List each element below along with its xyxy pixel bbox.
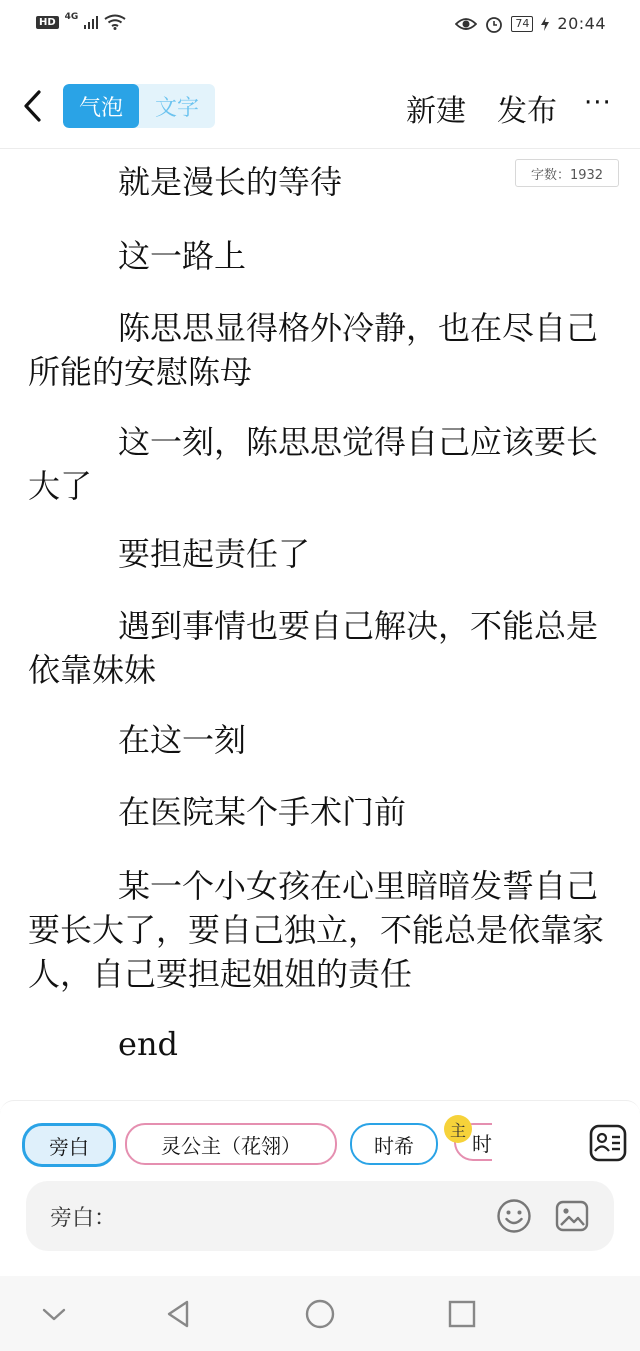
signal-icon — [84, 15, 98, 29]
back-arrow-icon[interactable] — [18, 86, 48, 126]
system-nav-bar — [0, 1276, 640, 1351]
wifi-icon — [104, 14, 126, 30]
header-divider — [0, 148, 640, 149]
new-button[interactable]: 新建 — [406, 94, 466, 129]
message-input[interactable] — [130, 1199, 474, 1235]
role-chip-shixi[interactable]: 时希 — [350, 1123, 438, 1165]
chevron-down-icon[interactable] — [38, 1298, 70, 1330]
more-button[interactable]: ··· — [584, 88, 612, 118]
publish-button[interactable]: 发布 — [497, 94, 557, 129]
network-type: 4G — [64, 12, 79, 22]
role-chip-partial[interactable]: 时 — [454, 1123, 492, 1161]
alarm-icon — [485, 15, 503, 33]
eye-icon — [455, 16, 477, 32]
nav-back-icon[interactable] — [162, 1298, 194, 1330]
role-chip-lingongzhu[interactable]: 灵公主（花翎） — [125, 1123, 337, 1165]
paragraph-10: end — [118, 1025, 179, 1063]
paragraph-8: 在医院某个手术门前 — [118, 793, 407, 831]
paragraph-5: 要担起责任了 — [118, 535, 311, 573]
status-right — [455, 14, 606, 33]
paragraph-1: 就是漫长的等待 — [118, 163, 343, 201]
tab-text[interactable]: 文字 — [154, 95, 199, 121]
hd-badge: HD — [36, 16, 59, 29]
paragraph-2: 这一路上 — [118, 237, 247, 275]
battery-icon: 74 — [511, 16, 533, 32]
paragraph-7: 在这一刻 — [118, 721, 247, 759]
paragraph-3: 陈思思显得格外冷静，也在尽自己所能的安慰陈母 — [28, 309, 599, 391]
paragraph-9: 某一个小女孩在心里暗暗发誓自己要长大了，要自己独立，不能总是依靠家人，自己要担起姐姐的责任 — [28, 867, 605, 993]
mode-switch — [63, 84, 215, 128]
nav-recents-icon[interactable] — [446, 1298, 478, 1330]
word-count-badge: 字数：1932 — [515, 159, 619, 187]
message-input-box — [26, 1181, 614, 1251]
paragraph-6: 遇到事情也要自己解决，不能总是依靠妹妹 — [28, 607, 599, 689]
status-bar — [0, 0, 640, 50]
tab-bubble[interactable]: 气泡 — [63, 84, 139, 128]
nav-home-icon[interactable] — [304, 1298, 336, 1330]
paragraph-4: 这一刻，陈思思觉得自己应该要长大了 — [28, 423, 599, 505]
emoji-icon[interactable] — [496, 1198, 532, 1234]
charging-icon — [541, 17, 549, 31]
main-role-badge: 主 — [444, 1115, 472, 1143]
top-bar — [0, 70, 640, 146]
role-selector — [22, 1123, 492, 1167]
role-list-icon[interactable] — [588, 1123, 628, 1163]
input-role-prefix: 旁白： — [50, 1206, 117, 1231]
composer-panel — [0, 1100, 640, 1277]
status-left — [36, 14, 126, 30]
role-chip-narrator[interactable]: 旁白 — [22, 1123, 116, 1167]
image-icon[interactable] — [554, 1198, 590, 1234]
clock: 20:44 — [557, 14, 606, 33]
